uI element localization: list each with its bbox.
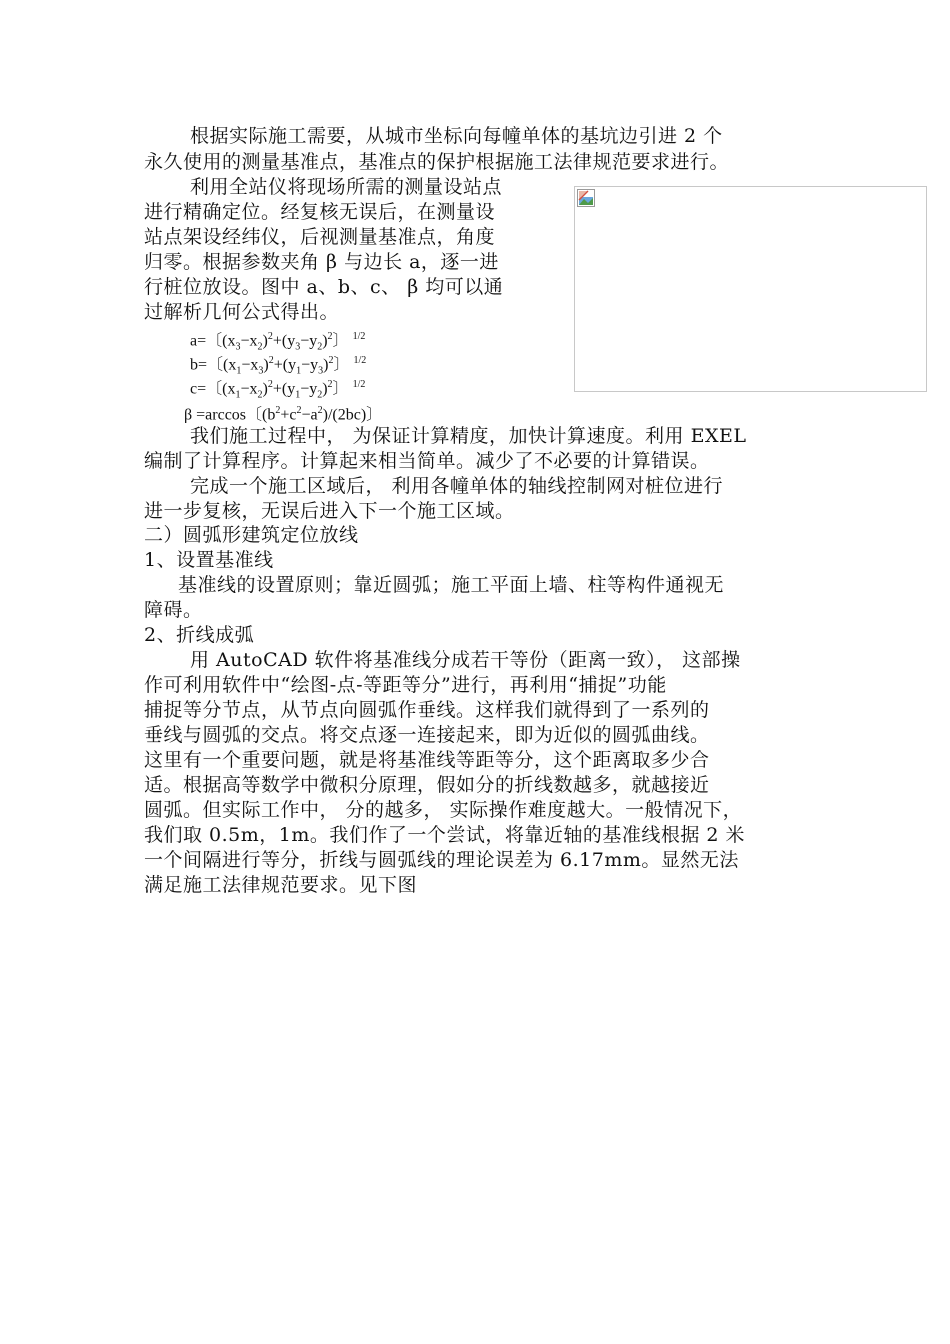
- formula-c: c=〔$(x_1-x_2)^2+(y_1-y_2)^2$〕 $^{1/2}$: [190, 379, 366, 401]
- paragraph-4-line-2: 进一步复核，无误后进入下一个施工区域。: [144, 500, 515, 522]
- paragraph-2-line-4: 归零。根据参数夹角 β 与边长 a，逐一进: [144, 251, 499, 273]
- formula-beta: β =arccos〔$(b^2+c^2-a^2)/(2bc)$〕: [184, 405, 383, 424]
- paragraph-5-line-2: 障碍。: [144, 599, 203, 621]
- broken-image-icon: [577, 189, 595, 207]
- paragraph-1-line-1: 根据实际施工需要，从城市坐标向每幢单体的基坑边引进 2 个: [190, 125, 723, 147]
- paragraph-2-line-3: 站点架设经纬仪，后视测量基准点，角度: [144, 226, 496, 248]
- paragraph-6-line-10: 满足施工法律规范要求。见下图: [144, 874, 418, 896]
- paragraph-6-line-3: 捕捉等分节点，从节点向圆弧作垂线。这样我们就得到了一系列的: [144, 699, 710, 721]
- paragraph-2-line-5: 行桩位放设。图中 a、b、c、 β 均可以通: [144, 276, 504, 298]
- paragraph-1-line-2: 永久使用的测量基准点，基准点的保护根据施工法律规范要求进行。: [144, 151, 730, 173]
- paragraph-5-line-1: 基准线的设置原则；靠近圆弧；施工平面上墙、柱等构件通视无: [178, 574, 725, 596]
- paragraph-2-line-1: 利用全站仪将现场所需的测量设站点: [190, 176, 503, 198]
- paragraph-6-line-5: 这里有一个重要问题，就是将基准线等距等分，这个距离取多少合: [144, 749, 710, 771]
- section-heading: 二）圆弧形建筑定位放线: [144, 524, 359, 546]
- formula-b: b=〔$(x_1-x_3)^2+(y_1-y_3)^2$〕 $^{1/2}$: [190, 355, 367, 377]
- formula-a: a=〔$(x_3-x_2)^2+(y_3-y_2)^2$〕 $^{1/2}$: [190, 331, 366, 353]
- paragraph-6-line-6: 适。根据高等数学中微积分原理，假如分的折线数越多，就越接近: [144, 774, 710, 796]
- paragraph-6-line-7: 圆弧。但实际工作中， 分的越多， 实际操作难度越大。一般情况下，: [144, 799, 743, 821]
- subsection-heading-1: 1、设置基准线: [144, 549, 274, 571]
- figure-placeholder: [574, 186, 927, 392]
- paragraph-3-line-2: 编制了计算程序。计算起来相当简单。减少了不必要的计算错误。: [144, 450, 710, 472]
- paragraph-6-line-8: 我们取 0.5m，1m。我们作了一个尝试，将靠近轴的基准线根据 2 米: [144, 824, 746, 846]
- paragraph-3-line-1: 我们施工过程中， 为保证计算精度，加快计算速度。利用 EXEL: [190, 425, 747, 447]
- paragraph-4-line-1: 完成一个施工区域后， 利用各幢单体的轴线控制网对桩位进行: [190, 475, 724, 497]
- paragraph-6-line-2: 作可利用软件中“绘图-点-等距等分”进行，再利用“捕捉”功能: [144, 674, 667, 696]
- paragraph-6-line-4: 垂线与圆弧的交点。将交点逐一连接起来，即为近似的圆弧曲线。: [144, 724, 710, 746]
- subsection-heading-2: 2、折线成弧: [144, 624, 255, 646]
- paragraph-2-line-6: 过解析几何公式得出。: [144, 301, 340, 323]
- paragraph-6-line-9: 一个间隔进行等分，折线与圆弧线的理论误差为 6.17mm。显然无法: [144, 849, 739, 871]
- paragraph-2-line-2: 进行精确定位。经复核无误后，在测量设: [144, 201, 496, 223]
- paragraph-6-line-1: 用 AutoCAD 软件将基准线分成若干等份（距离一致）， 这部操: [190, 649, 741, 671]
